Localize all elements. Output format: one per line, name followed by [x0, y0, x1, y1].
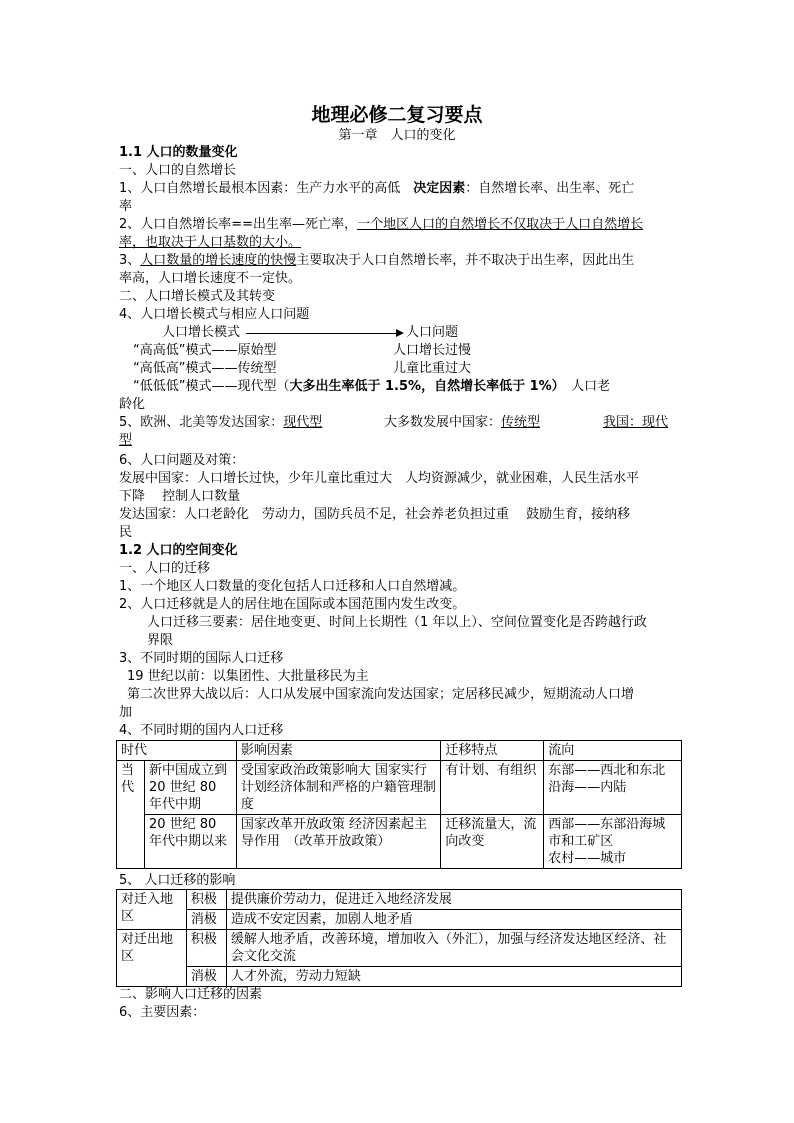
migration-impact-table: [116, 889, 682, 987]
mode-row-3-bold: 大多出生率低于 1.5%，自然增长率低于 1%）: [289, 379, 559, 394]
subheading-natural-growth: 一、人口的自然增长: [119, 163, 237, 178]
point-6: 6、人口问题及对策：: [119, 453, 245, 468]
migration-post-ww2-wrap: 加: [119, 705, 133, 720]
flow-cell: [544, 815, 682, 869]
migration-point-1: 1、一个地区人口数量的变化包括人口迁移和人口自然增减。: [119, 579, 466, 594]
migration-post-ww2: 第二次世界大战以后：人口从发展中国家流向发达国家；定居移民减少，短期流动人口增: [127, 687, 635, 702]
problem-row-2: 儿童比重过大: [393, 361, 472, 376]
mode-arrow-line: [246, 333, 396, 334]
impact-cell: 造成不安定因素，加剧人地矛盾: [226, 910, 681, 930]
table-row: [117, 967, 682, 987]
feature-cell: 有计划、有组织: [441, 761, 544, 815]
problem-row-1: 人口增长过慢: [393, 343, 472, 358]
factor-cell: 国家改革开放政策 经济因素起主导作用 （改革开放政策）: [236, 815, 441, 869]
domestic-migration-table: [116, 740, 682, 869]
point-3-num: 3、: [119, 253, 141, 268]
table-row: [117, 930, 682, 967]
impact-type-cell: 积极: [186, 930, 226, 967]
flow-line: 西部——东部沿海城市和工矿区: [548, 817, 666, 849]
section-heading-1-1: 1.1 人口的数量变化: [119, 145, 238, 160]
migration-elements-wrap: 界限: [147, 633, 174, 648]
point-1-text-end: ：自然增长率、出生率、死亡: [465, 181, 635, 196]
point-1-wrap: 率: [119, 199, 133, 214]
table-header-row: [117, 741, 682, 761]
flow-line: 东部——西北和东北: [548, 763, 666, 778]
table-row: [117, 910, 682, 930]
point-2-text: 2、人口自然增长率==出生率—死亡率，: [119, 217, 358, 232]
migration-point-3: 3、不同时期的国际人口迁移: [119, 651, 284, 666]
problem-label: 人口问题: [406, 325, 459, 340]
migration-elements: 人口迁移三要素：居住地变更、时间上长期性（1 年以上）、空间位置变化是否跨越行政: [147, 615, 647, 630]
point-1-text: 1、人口自然增长最根本因素：生产力水平的高低: [119, 181, 414, 196]
point-3-wrap: 率高，人口增长速度不一定快。: [119, 271, 302, 286]
point-6-developing: 发展中国家：人口增长过快，少年儿童比重过大 人均资源减少，就业困难，人民生活水平: [119, 471, 640, 486]
table-row: [117, 761, 682, 815]
migration-point-5: 5、 人口迁移的影响: [119, 873, 236, 888]
feature-cell: 迁移流量大，流向改变: [441, 815, 544, 869]
point-1-bold: 决定因素: [413, 181, 466, 196]
header-feature: 迁移特点: [441, 741, 544, 761]
mode-row-3-text: “低低低”模式——现代型（: [133, 379, 290, 394]
impact-type-cell: 消极: [186, 967, 226, 987]
factor-cell: 受国家政治政策影响大 国家实行计划经济体制和严格的户籍管理制度: [236, 761, 441, 815]
point-6-developed-wrap: 民: [119, 525, 133, 540]
point-5-text: 5、欧洲、北美等发达国家：: [119, 415, 284, 430]
mode-row-3: [133, 378, 679, 396]
mode-label: 人口增长模式: [162, 325, 241, 340]
point-3-text: 主要取决于人口自然增长率，并不取决于出生率，因此出生: [296, 253, 635, 268]
header-factor: 影响因素: [236, 741, 441, 761]
subheading-migration-factors: 二、影响人口迁移的因素: [119, 987, 263, 1002]
header-era: 时代: [117, 741, 237, 761]
point-3-line: [119, 252, 679, 270]
point-1-line: [119, 180, 679, 198]
migration-point-4: 4、不同时期的国内人口迁移: [119, 723, 284, 738]
impact-cell: 人才外流，劳动力短缺: [226, 967, 681, 987]
subheading-growth-mode: 二、人口增长模式及其转变: [119, 289, 276, 304]
mode-arrowhead-icon: [396, 329, 404, 337]
point-6-developing-wrap: 下降 控制人口数量: [119, 489, 241, 504]
point-5-traditional: 传统型: [501, 415, 541, 430]
area-cell: 对迁出地区: [117, 930, 187, 987]
point-3-underlined: 人口数量的增长速度的快慢: [140, 253, 297, 268]
subheading-migration: 一、人口的迁移: [119, 561, 211, 576]
flow-cell: [544, 761, 682, 815]
impact-cell: 缓解人地矛盾，改善环境，增加收入（外汇），加强与经济发达地区经济、社会文化交流: [226, 930, 681, 967]
era-cell: 当代: [117, 761, 145, 869]
point-5-developing: 大多数发展中国家：: [384, 415, 502, 430]
page-title: 地理必修二复习要点: [311, 104, 483, 126]
period-cell: 20 世纪 80 年代中期以来: [144, 815, 236, 869]
impact-type-cell: 积极: [186, 890, 226, 910]
mode-row-3-wrap: 龄化: [119, 397, 146, 412]
impact-cell: 提供廉价劳动力，促进迁入地经济发展: [226, 890, 681, 910]
point-4: 4、人口增长模式与相应人口问题: [119, 307, 310, 322]
point-6-developed: 发达国家：人口老龄化 劳动力，国防兵员不足，社会养老负担过重 鼓励生育，接纳移: [119, 507, 631, 522]
point-5-mid: [384, 414, 540, 432]
area-cell: 对迁入地区: [117, 890, 187, 930]
point-2-wrap: [119, 234, 679, 252]
point-2-underlined-end: 率，也取决于人口基数的大小。: [119, 235, 302, 250]
section-heading-1-2: 1.2 人口的空间变化: [119, 543, 238, 558]
period-cell: 新中国成立到 20 世纪 80 年代中期: [144, 761, 236, 815]
migration-point-2: 2、人口迁移就是人的居住地在国际或本国范围内发生改变。: [119, 597, 466, 612]
point-5-modern: 现代型: [283, 415, 323, 430]
mode-row-1: “高高低”模式——原始型: [133, 343, 277, 358]
point-2-underlined: 一个地区人口的自然增长不仅取决于人口自然增长: [357, 217, 644, 232]
point-5-china: 我国：现代: [603, 415, 669, 430]
table-row: [117, 890, 682, 910]
flow-line: 沿海——内陆: [548, 780, 627, 795]
table-row: [117, 815, 682, 869]
chapter-subtitle: 第一章 人口的变化: [338, 128, 456, 143]
mode-row-2: “高低高”模式——传统型: [133, 361, 277, 376]
header-flow: 流向: [544, 741, 682, 761]
flow-line: 农村——城市: [548, 851, 627, 866]
migration-19th-century: 19 世纪以前：以集团性、大批量移民为主: [127, 669, 369, 684]
migration-point-6: 6、主要因素：: [119, 1005, 206, 1020]
impact-type-cell: 消极: [186, 910, 226, 930]
point-5-wrap: 型: [119, 433, 133, 448]
point-2-line: [119, 216, 679, 234]
mode-row-3-problem: 人口老: [558, 379, 611, 394]
